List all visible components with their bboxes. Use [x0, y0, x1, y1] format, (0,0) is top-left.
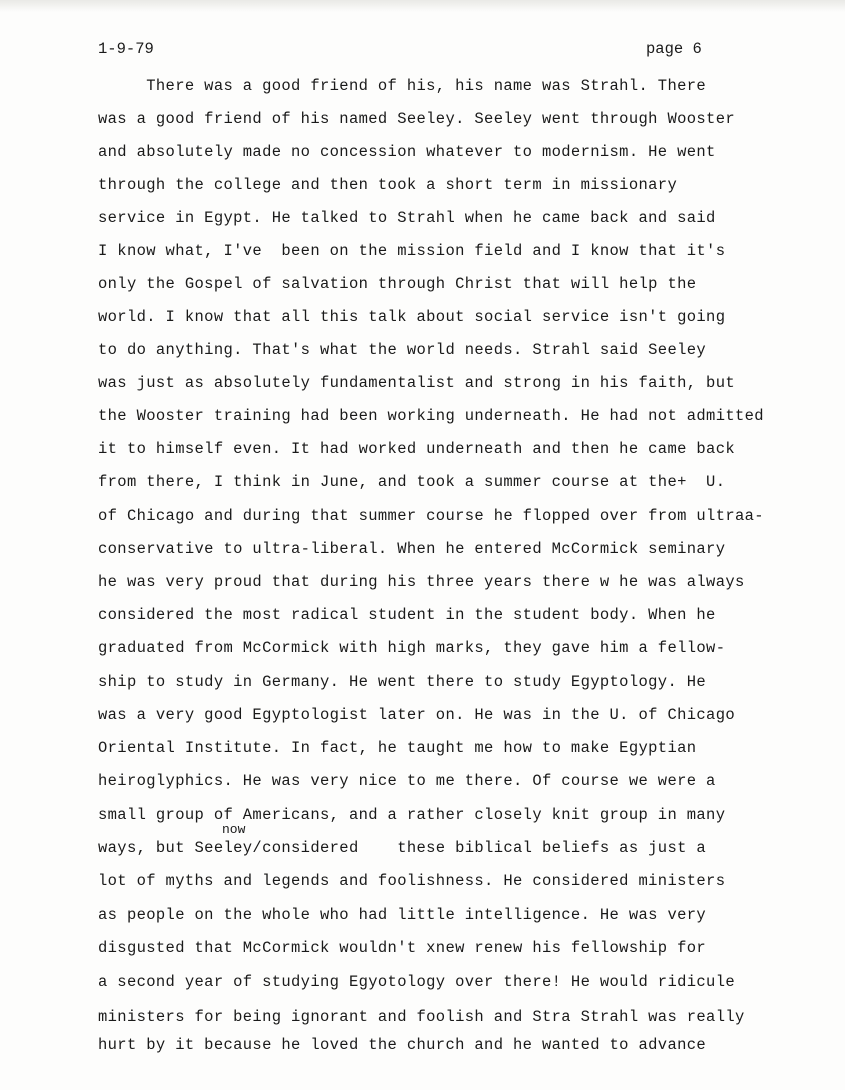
- text-line: through the college and then took a short term in missionary: [98, 176, 678, 194]
- text-line: ways, but Seeley/considered these biblical beliefs as just a: [98, 839, 707, 857]
- text-line: was just as absolutely fundamentalist and strong in his faith, but: [98, 374, 735, 392]
- page-number: page 6: [646, 40, 702, 58]
- text-line: of Chicago and during that summer course he flopped over from ultraa-: [98, 507, 764, 525]
- text-line: only the Gospel of salvation through Christ that will help the: [98, 275, 697, 293]
- text-line: as people on the whole who had little intelligence. He was very: [98, 906, 707, 924]
- text-line: he was very proud that during his three years there w he was always: [98, 573, 745, 591]
- text-line: to do anything. That's what the world needs. Strahl said Seeley: [98, 341, 707, 359]
- interlinear-insertion: now: [222, 822, 246, 837]
- text-line: the Wooster training had been working underneath. He had not admitted: [98, 407, 764, 425]
- text-line: graduated from McCormick with high marks, they gave him a fellow-: [98, 639, 726, 657]
- text-line: disgusted that McCormick wouldn't xnew renew his fellowship for: [98, 939, 707, 957]
- text-line: heiroglyphics. He was very nice to me there. Of course we were a: [98, 772, 716, 790]
- text-line: was a very good Egyptologist later on. He was in the U. of Chicago: [98, 706, 735, 724]
- text-line: a second year of studying Egyotology over there! He would ridicule: [98, 973, 735, 991]
- text-line: Oriental Institute. In fact, he taught me how to make Egyptian: [98, 739, 697, 757]
- text-line: and absolutely made no concession whatever to modernism. He went: [98, 143, 716, 161]
- text-line: was a good friend of his named Seeley. Seeley went through Wooster: [98, 110, 735, 128]
- text-line: from there, I think in June, and took a summer course at the+ U.: [98, 473, 726, 491]
- text-line: world. I know that all this talk about social service isn't going: [98, 308, 726, 326]
- text-line: it to himself even. It had worked underneath and then he came back: [98, 440, 735, 458]
- text-line: considered the most radical student in the student body. When he: [98, 606, 716, 624]
- text-line: lot of myths and legends and foolishness. He considered ministers: [98, 872, 726, 890]
- date-header: 1-9-79: [98, 40, 154, 58]
- text-line: conservative to ultra-liberal. When he entered McCormick seminary: [98, 540, 726, 558]
- text-line: ship to study in Germany. He went there to study Egyptology. He: [98, 673, 707, 691]
- text-line: I know what, I've been on the mission field and I know that it's: [98, 242, 726, 260]
- text-line: service in Egypt. He talked to Strahl when he came back and said: [98, 209, 716, 227]
- text-line: hurt by it because he loved the church and he wanted to advance: [98, 1036, 707, 1054]
- text-line: There was a good friend of his, his name was Strahl. There: [98, 77, 707, 95]
- scan-top-edge: [0, 0, 845, 12]
- text-line: ministers for being ignorant and foolish and Stra Strahl was really: [98, 1008, 745, 1026]
- text-line: small group of Americans, and a rather closely knit group in many: [98, 806, 726, 824]
